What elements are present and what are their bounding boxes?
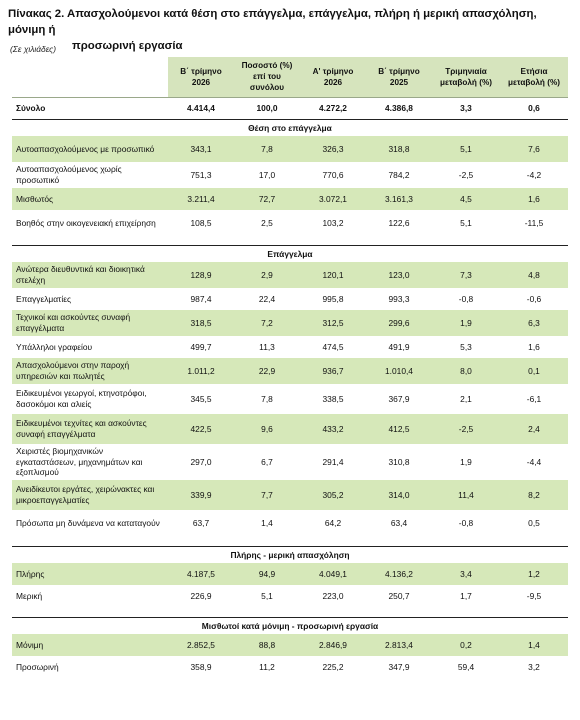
row-value: 108,5: [168, 210, 234, 236]
section-header-row: [12, 546, 568, 563]
row-value: 0,2: [432, 634, 500, 656]
row-value: 993,3: [366, 288, 432, 310]
table-row: [12, 262, 568, 288]
row-value: 326,3: [300, 136, 366, 162]
section-title: Επάγγελμα: [12, 245, 568, 262]
row-value: -2,5: [432, 414, 500, 444]
section-spacer: [12, 607, 568, 617]
total-label: Σύνολο: [16, 102, 46, 113]
row-value: -4,2: [500, 162, 568, 188]
header-label-cell: [12, 57, 168, 97]
row-value: 120,1: [300, 262, 366, 288]
row-value: 3.161,3: [366, 188, 432, 210]
row-value: 1,6: [500, 336, 568, 358]
total-value: 100,0: [256, 103, 278, 113]
row-value: 7,6: [500, 136, 568, 162]
row-value: 422,5: [168, 414, 234, 444]
section-header-row: [12, 245, 568, 262]
row-value: 1.010,4: [366, 358, 432, 384]
row-value: -0,8: [432, 288, 500, 310]
row-value: 64,2: [300, 510, 366, 536]
row-value: 225,2: [300, 656, 366, 678]
row-value: 103,2: [300, 210, 366, 236]
header-q1-2026: Α' τρίμηνο 2026: [300, 57, 366, 97]
row-value: 22,4: [234, 288, 300, 310]
row-value: 7,7: [234, 480, 300, 510]
row-value: 2,5: [234, 210, 300, 236]
row-label: Αυτοαπασχολούμενος χωρίς προσωπικό: [12, 162, 168, 188]
row-value: 1.011,2: [168, 358, 234, 384]
total-row: [12, 97, 568, 119]
section-spacer: [12, 536, 568, 546]
table-row: [12, 480, 568, 510]
row-value: 491,9: [366, 336, 432, 358]
header-quarterly-change: Τριμηνιαία μεταβολή (%): [432, 57, 500, 97]
row-value: 123,0: [366, 262, 432, 288]
row-value: 6,3: [500, 310, 568, 336]
row-value: -2,5: [432, 162, 500, 188]
row-label: Μισθωτός: [12, 188, 168, 210]
row-value: 0,1: [500, 358, 568, 384]
section-title: Πλήρης - μερική απασχόληση: [12, 546, 568, 563]
row-value: 5,1: [432, 210, 500, 236]
total-value: 4.414,4: [187, 103, 215, 113]
row-value: 291,4: [300, 444, 366, 480]
row-value: 11,4: [432, 480, 500, 510]
row-value: 11,3: [234, 336, 300, 358]
row-value: 7,2: [234, 310, 300, 336]
row-value: 5,3: [432, 336, 500, 358]
row-value: 63,4: [366, 510, 432, 536]
table-row: [12, 585, 568, 607]
row-value: 339,9: [168, 480, 234, 510]
table-row: [12, 358, 568, 384]
row-value: 8,2: [500, 480, 568, 510]
row-label: Αυτοαπασχολούμενος με προσωπικό: [12, 136, 168, 162]
header-q2-2025: Β΄ τρίμηνο 2025: [366, 57, 432, 97]
table-row: [12, 188, 568, 210]
row-value: 4.136,2: [366, 563, 432, 585]
row-value: 63,7: [168, 510, 234, 536]
row-value: 1,4: [234, 510, 300, 536]
row-value: 2.813,4: [366, 634, 432, 656]
row-value: 318,8: [366, 136, 432, 162]
row-value: 2.852,5: [168, 634, 234, 656]
row-value: 367,9: [366, 384, 432, 414]
row-value: 299,6: [366, 310, 432, 336]
row-value: 122,6: [366, 210, 432, 236]
row-value: 11,2: [234, 656, 300, 678]
row-label: Ανώτερα διευθυντικά και διοικητικά στελέχη: [12, 262, 168, 288]
row-value: 88,8: [234, 634, 300, 656]
row-label: Πλήρης: [12, 563, 168, 585]
row-value: 22,9: [234, 358, 300, 384]
row-label: Χειριστές βιομηχανικών εγκαταστάσεων, μηχανημάτων και εξοπλισμού: [12, 444, 168, 480]
section-spacer-cell: [12, 236, 568, 245]
row-label: Ειδικευμένοι τεχνίτες και ασκούντες συναφή επαγγέλματα: [12, 414, 168, 444]
row-value: -0,6: [500, 288, 568, 310]
row-value: 987,4: [168, 288, 234, 310]
row-label: Υπάλληλοι γραφείου: [12, 336, 168, 358]
row-value: 4.049,1: [300, 563, 366, 585]
row-value: 347,9: [366, 656, 432, 678]
row-value: 2.846,9: [300, 634, 366, 656]
row-value: 1,9: [432, 444, 500, 480]
table-row: [12, 210, 568, 236]
row-value: 3,4: [432, 563, 500, 585]
row-value: 338,5: [300, 384, 366, 414]
row-value: 17,0: [234, 162, 300, 188]
row-value: 4,8: [500, 262, 568, 288]
table-row: [12, 656, 568, 678]
row-value: -6,1: [500, 384, 568, 414]
total-value: 4.386,8: [385, 103, 413, 113]
row-value: 345,5: [168, 384, 234, 414]
row-value: 1,9: [432, 310, 500, 336]
row-label: Απασχολούμενοι στην παροχή υπηρεσιών και πωλητές: [12, 358, 168, 384]
row-label: Μόνιμη: [12, 634, 168, 656]
row-value: 5,1: [234, 585, 300, 607]
row-value: 3.211,4: [168, 188, 234, 210]
table-row: [12, 136, 568, 162]
row-value: 358,9: [168, 656, 234, 678]
table-title-line2: προσωρινή εργασία: [72, 40, 183, 52]
section-header-row: [12, 617, 568, 634]
row-value: 5,1: [432, 136, 500, 162]
row-value: 8,0: [432, 358, 500, 384]
row-value: 318,5: [168, 310, 234, 336]
section-spacer-cell: [12, 536, 568, 546]
total-value: 4.272,2: [319, 103, 347, 113]
table-row: [12, 310, 568, 336]
row-value: 1,2: [500, 563, 568, 585]
row-value: 412,5: [366, 414, 432, 444]
header-row: [12, 57, 568, 97]
row-value: 312,5: [300, 310, 366, 336]
row-value: 9,6: [234, 414, 300, 444]
row-value: 7,8: [234, 384, 300, 414]
row-label: Τεχνικοί και ασκούντες συναφή επαγγέλματα: [12, 310, 168, 336]
row-value: 4,5: [432, 188, 500, 210]
row-value: 6,7: [234, 444, 300, 480]
row-value: -9,5: [500, 585, 568, 607]
row-value: 250,7: [366, 585, 432, 607]
total-value: 3,3: [460, 103, 472, 113]
table-row: [12, 510, 568, 536]
table-row: [12, 288, 568, 310]
row-value: 751,3: [168, 162, 234, 188]
section-title: Μισθωτοί κατά μόνιμη - προσωρινή εργασία: [12, 617, 568, 634]
row-value: 433,2: [300, 414, 366, 444]
row-value: 1,7: [432, 585, 500, 607]
row-label: Πρόσωπα μη δυνάμενα να καταταγούν: [12, 510, 168, 536]
employment-table: [12, 57, 568, 678]
section-spacer: [12, 236, 568, 245]
row-value: 2,1: [432, 384, 500, 414]
table-body: [12, 97, 568, 678]
row-label: Επαγγελματίες: [12, 288, 168, 310]
row-value: 343,1: [168, 136, 234, 162]
row-value: 995,8: [300, 288, 366, 310]
row-value: 3.072,1: [300, 188, 366, 210]
header-share-percent: Ποσοστό (%) επί του συνόλου: [234, 57, 300, 97]
row-value: 770,6: [300, 162, 366, 188]
row-value: 59,4: [432, 656, 500, 678]
row-value: 72,7: [234, 188, 300, 210]
row-value: 7,8: [234, 136, 300, 162]
row-value: 499,7: [168, 336, 234, 358]
row-label: Βοηθός στην οικογενειακή επιχείρηση: [12, 210, 168, 236]
table-title-line1: Πίνακας 2. Απασχολούμενοι κατά θέση στο επάγγελμα, επάγγελμα, πλήρη ή μερική απασχόληση, μόνιμη ή: [8, 8, 537, 36]
table-row: [12, 336, 568, 358]
table-row: [12, 384, 568, 414]
row-label: Ειδικευμένοι γεωργοί, κτηνοτρόφοι, δασοκόμοι και αλιείς: [12, 384, 168, 414]
row-value: 936,7: [300, 358, 366, 384]
row-label: Μερική: [12, 585, 168, 607]
section-title: Θέση στο επάγγελμα: [12, 119, 568, 136]
table-row: [12, 563, 568, 585]
row-value: 0,5: [500, 510, 568, 536]
table-row: [12, 414, 568, 444]
row-label: Ανειδίκευτοι εργάτες, χειρώνακτες και μικροεπαγγελματίες: [12, 480, 168, 510]
row-value: -11,5: [500, 210, 568, 236]
row-value: 7,3: [432, 262, 500, 288]
row-value: 784,2: [366, 162, 432, 188]
header-annual-change: Ετήσια μεταβολή (%): [500, 57, 568, 97]
row-label: Προσωρινή: [12, 656, 168, 678]
table-row: [12, 162, 568, 188]
row-value: 2,4: [500, 414, 568, 444]
row-value: 1,6: [500, 188, 568, 210]
row-value: 226,9: [168, 585, 234, 607]
unit-note: (Σε χιλιάδες): [10, 44, 56, 54]
header-q2-2026: Β΄ τρίμηνο 2026: [168, 57, 234, 97]
row-value: 310,8: [366, 444, 432, 480]
table-row: [12, 634, 568, 656]
row-value: 223,0: [300, 585, 366, 607]
section-header-row: [12, 119, 568, 136]
row-value: 128,9: [168, 262, 234, 288]
row-value: 314,0: [366, 480, 432, 510]
table-row: [12, 444, 568, 480]
row-value: 474,5: [300, 336, 366, 358]
section-spacer-cell: [12, 607, 568, 617]
table-title: [8, 6, 574, 54]
row-value: 94,9: [234, 563, 300, 585]
row-value: 305,2: [300, 480, 366, 510]
row-value: -0,8: [432, 510, 500, 536]
row-value: 297,0: [168, 444, 234, 480]
row-value: 3,2: [500, 656, 568, 678]
row-value: 2,9: [234, 262, 300, 288]
row-value: 4.187,5: [168, 563, 234, 585]
row-value: 1,4: [500, 634, 568, 656]
total-value: 0,6: [528, 103, 540, 113]
row-value: -4,4: [500, 444, 568, 480]
